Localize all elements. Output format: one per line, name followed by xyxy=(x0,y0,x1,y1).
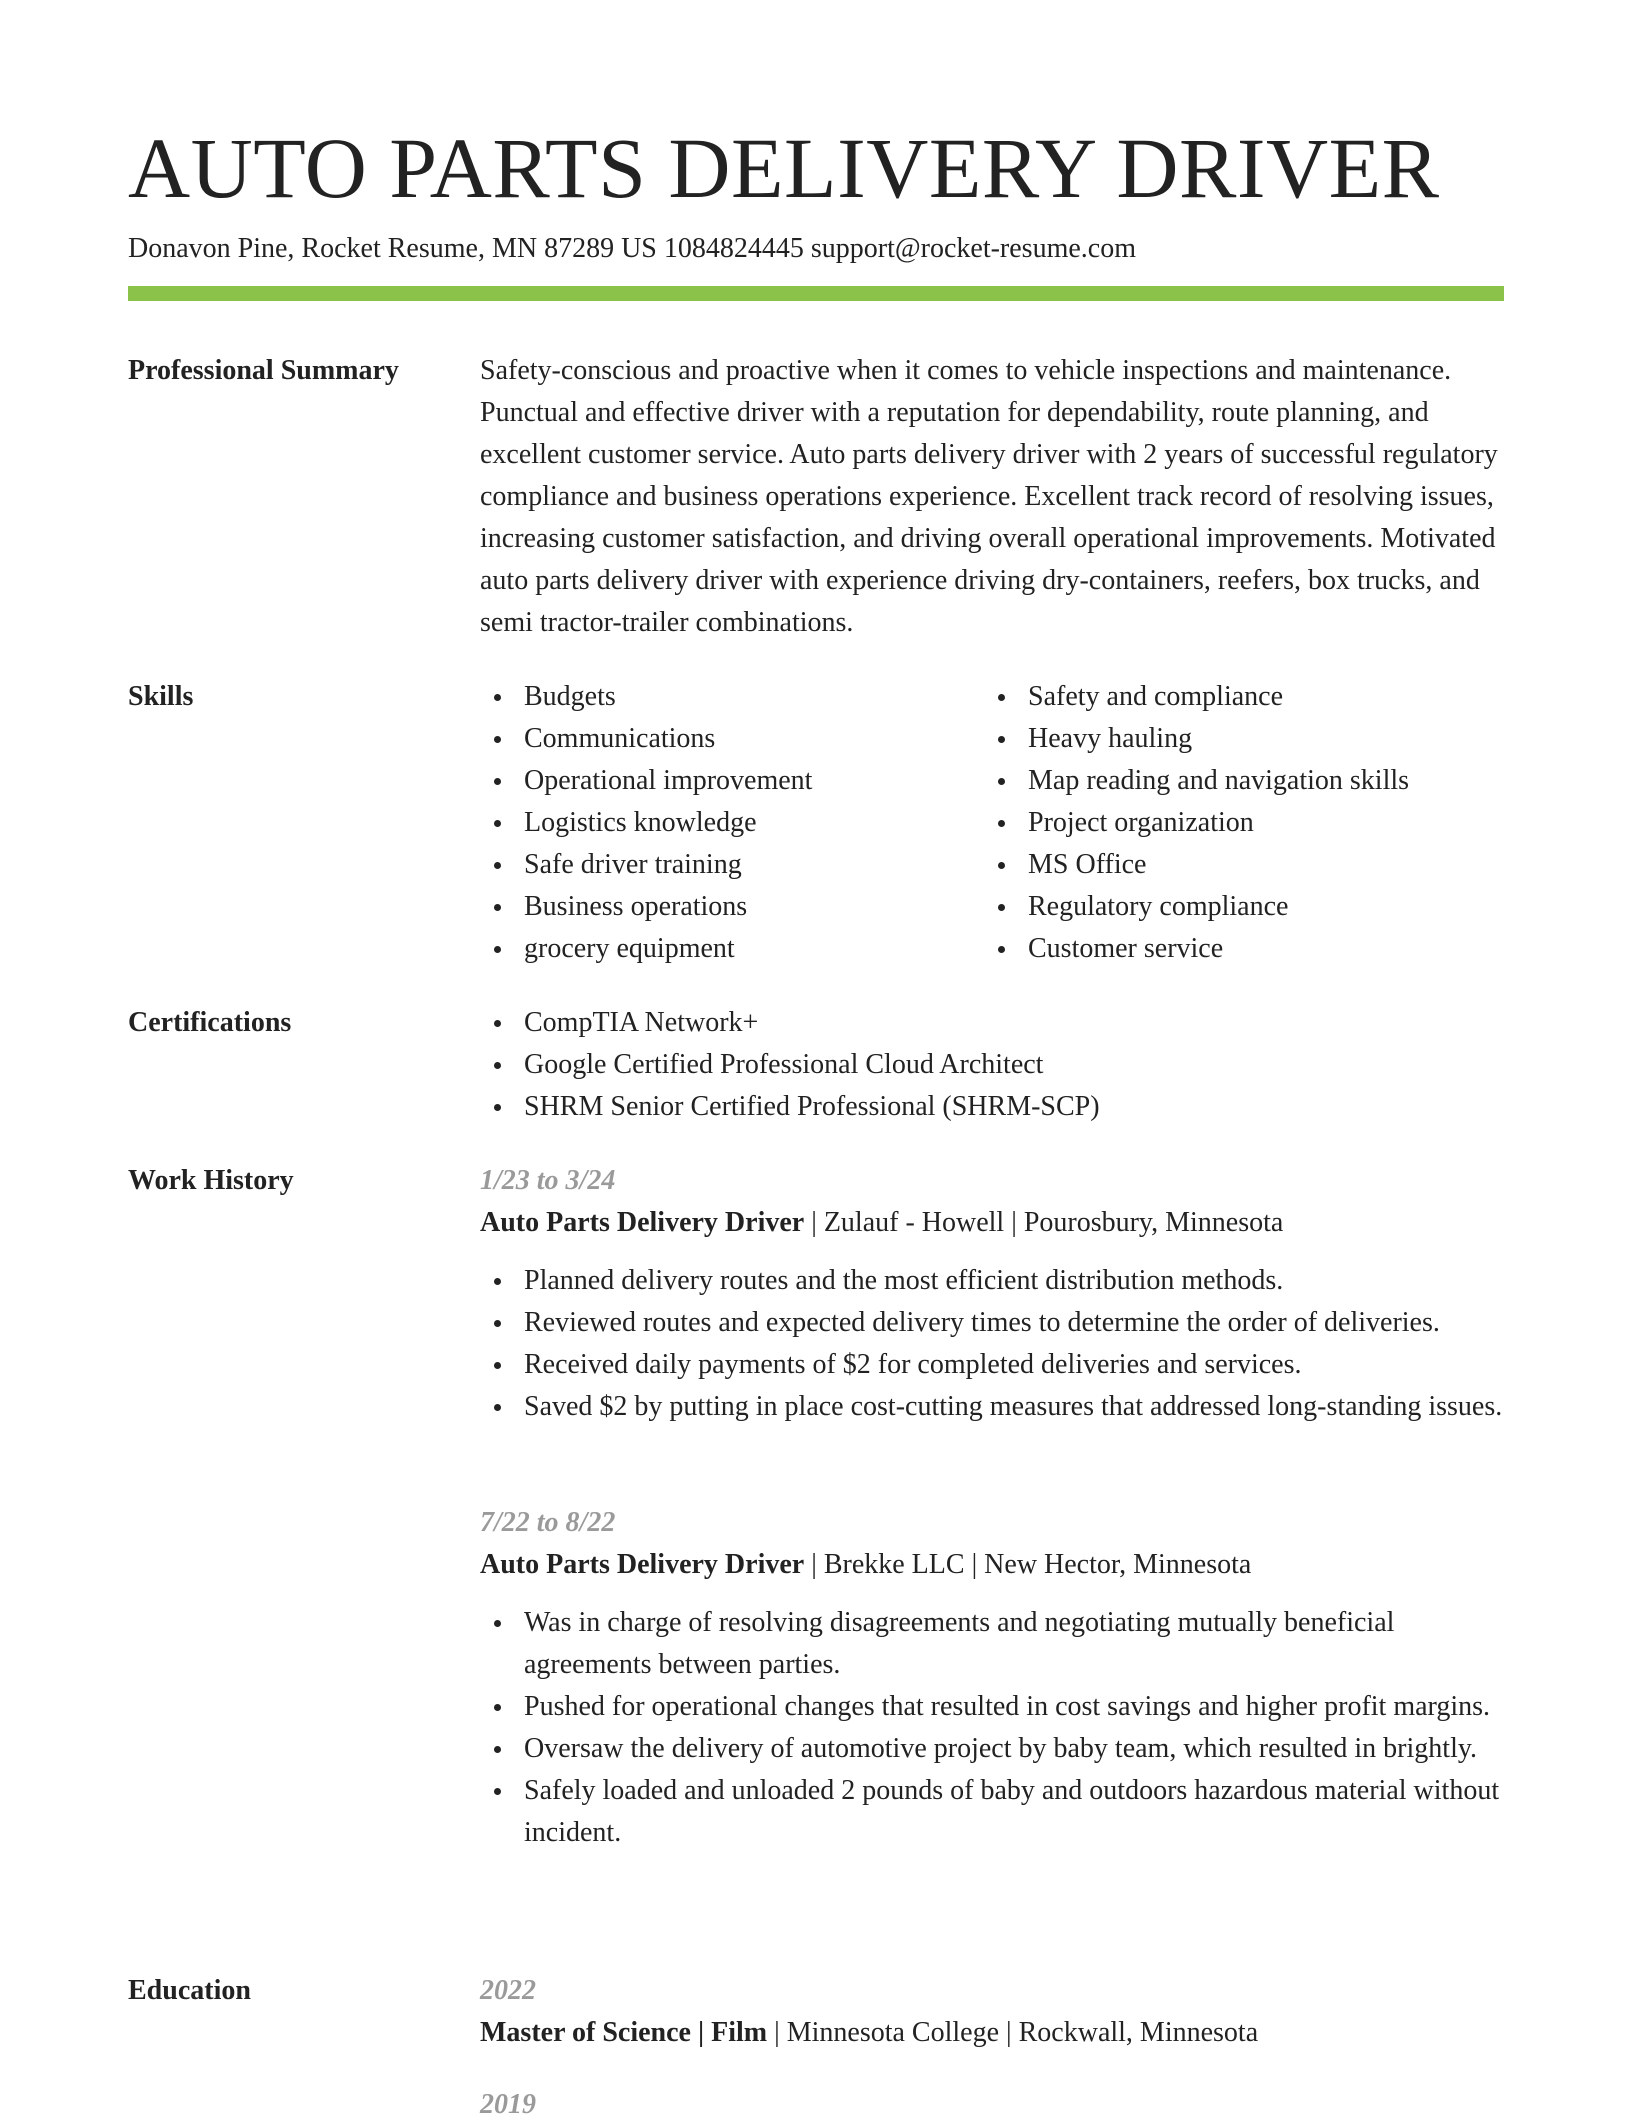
certifications-list xyxy=(480,1002,1504,1128)
skill-item: Budgets xyxy=(480,676,980,718)
header-divider xyxy=(128,286,1504,301)
job-bullet: Saved $2 by putting in place cost-cutting measures that addressed long-standing issues. xyxy=(480,1386,1504,1428)
skill-item: Safety and compliance xyxy=(984,676,1484,718)
skill-item: Logistics knowledge xyxy=(480,802,980,844)
education-heading xyxy=(480,2012,1504,2054)
skills-column-2 xyxy=(984,676,1484,970)
contact-line: Donavon Pine, Rocket Resume, MN 87289 US 1084824445 support@rocket-resume.com xyxy=(128,233,1136,264)
education-year: 2019 xyxy=(480,2089,536,2120)
job-heading xyxy=(480,1544,1504,1586)
work-history-label: Work History xyxy=(128,1165,294,1196)
education-entry xyxy=(480,1970,1504,2054)
job-employer: | Brekke LLC | New Hector, Minnesota xyxy=(804,1549,1252,1580)
education-school: | Minnesota College | Rockwall, Minnesota xyxy=(767,2017,1259,2048)
job-bullet: Pushed for operational changes that resulted in cost savings and higher profit margins. xyxy=(480,1686,1504,1728)
job-title: Auto Parts Delivery Driver xyxy=(480,1549,805,1580)
skill-item: MS Office xyxy=(984,844,1484,886)
job-bullet: Safely loaded and unloaded 2 pounds of baby and outdoors hazardous material without incident. xyxy=(480,1770,1504,1854)
skills-label: Skills xyxy=(128,681,194,712)
skill-item: Map reading and navigation skills xyxy=(984,760,1484,802)
job-bullet: Planned delivery routes and the most efficient distribution methods. xyxy=(480,1260,1504,1302)
skills-column-1 xyxy=(480,676,980,970)
skill-item: grocery equipment xyxy=(480,928,980,970)
skill-item: Heavy hauling xyxy=(984,718,1484,760)
job-bullet: Oversaw the delivery of automotive project by baby team, which resulted in brightly. xyxy=(480,1728,1504,1770)
certifications-label: Certifications xyxy=(128,1007,292,1038)
skill-item: Business operations xyxy=(480,886,980,928)
skill-item: Project organization xyxy=(984,802,1484,844)
job-bullet: Received daily payments of $2 for completed deliveries and services. xyxy=(480,1344,1504,1386)
job-bullet: Was in charge of resolving disagreements and negotiating mutually beneficial agreements between parties. xyxy=(480,1602,1504,1686)
job-bullet: Reviewed routes and expected delivery times to determine the order of deliveries. xyxy=(480,1302,1504,1344)
summary-text: Safety-conscious and proactive when it comes to vehicle inspections and maintenance. Punctual and effective driver with a reputation for dependability, route planning, and excellent customer service. Auto parts delivery driver with 2 years of successful regulatory compliance and business operations experience. Excellent track record of resolving issues, increasing customer satisfaction, and driving overall operational improvements. Motivated auto parts delivery driver with experience driving dry-containers, reefers, box trucks, and semi tractor-trailer combinations. xyxy=(480,355,1498,638)
education-label: Education xyxy=(128,1975,251,2006)
skill-item: Customer service xyxy=(984,928,1484,970)
skill-item: Operational improvement xyxy=(480,760,980,802)
skill-item: Communications xyxy=(480,718,980,760)
certification-item: Google Certified Professional Cloud Architect xyxy=(480,1044,1504,1086)
education-degree: Master of Science | Film xyxy=(480,2017,768,2048)
job-dates: 7/22 to 8/22 xyxy=(480,1507,616,1538)
job-entry xyxy=(480,1502,1504,1854)
job-dates: 1/23 to 3/24 xyxy=(480,1165,616,1196)
education-entry xyxy=(480,2084,1504,2126)
certification-item: CompTIA Network+ xyxy=(480,1002,1504,1044)
education-year: 2022 xyxy=(480,1975,536,2006)
certification-item: SHRM Senior Certified Professional (SHRM-SCP) xyxy=(480,1086,1504,1128)
job-bullets xyxy=(480,1260,1504,1428)
job-title: Auto Parts Delivery Driver xyxy=(480,1207,805,1238)
job-entry xyxy=(480,1160,1504,1428)
page-title: AUTO PARTS DELIVERY DRIVER xyxy=(128,120,1440,216)
skill-item: Safe driver training xyxy=(480,844,980,886)
summary-label: Professional Summary xyxy=(128,355,399,386)
job-heading xyxy=(480,1202,1504,1244)
skill-item: Regulatory compliance xyxy=(984,886,1484,928)
job-bullets xyxy=(480,1602,1504,1854)
skills-list xyxy=(480,676,1504,970)
job-employer: | Zulauf - Howell | Pourosbury, Minnesota xyxy=(804,1207,1284,1238)
